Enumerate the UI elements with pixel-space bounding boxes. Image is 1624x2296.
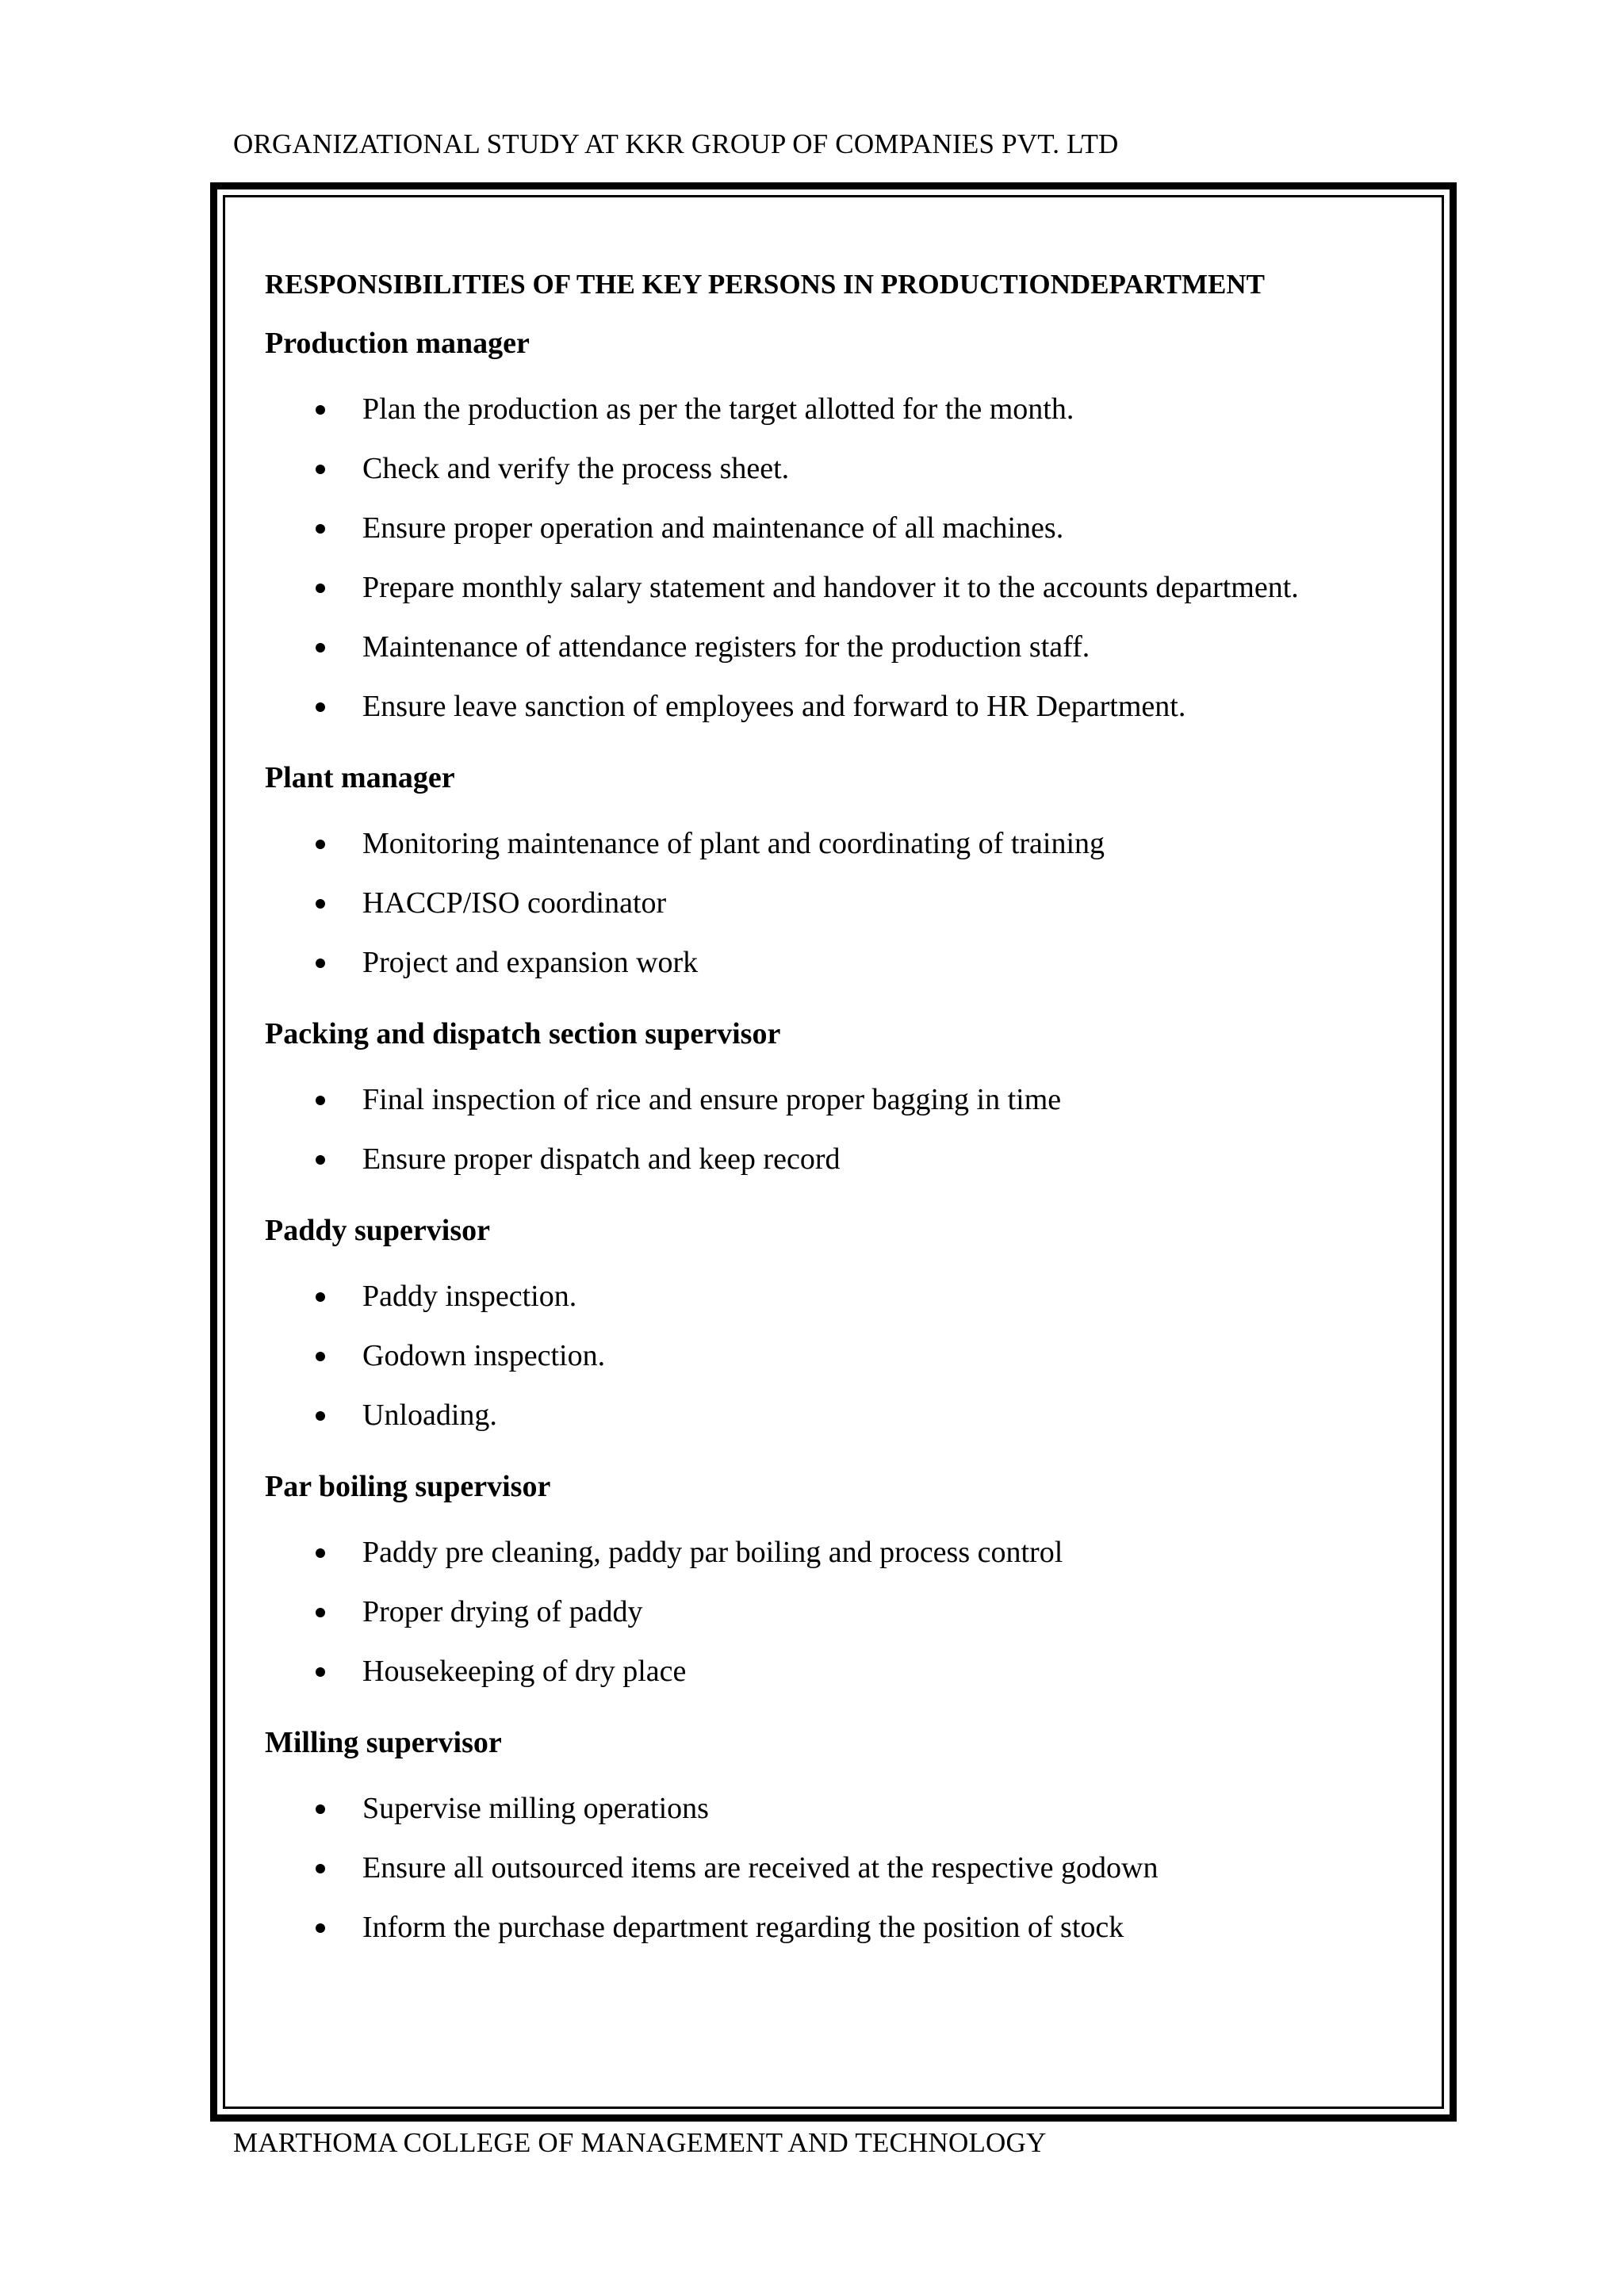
bullet-icon [316,1608,325,1617]
list-item-text: Prepare monthly salary statement and handover it to the accounts department. [362,571,1299,604]
list-item [265,1386,1418,1445]
list-item [265,933,1418,993]
bullet-list-paddy-supervisor [265,1267,1418,1445]
bullet-icon [316,465,325,474]
page-border-frame [210,182,1457,2122]
list-item-text: Ensure proper operation and maintenance of all machines. [362,511,1064,545]
bullet-list-plant-manager [265,814,1418,993]
list-item [265,1839,1418,1898]
bullet-icon [316,702,325,712]
list-item-text: Check and verify the process sheet. [362,452,790,485]
bullet-icon [316,840,325,849]
list-item [265,874,1418,933]
list-item-text: Plan the production as per the target allotted for the month. [362,392,1074,426]
bullet-icon [316,1096,325,1105]
list-item-text: Supervise milling operations [362,1792,709,1825]
section-heading-packing-dispatch-supervisor: Packing and dispatch section supervisor [265,1017,781,1050]
list-item-text: HACCP/ISO coordinator [362,886,667,920]
list-item [265,558,1418,618]
document-title: RESPONSIBILITIES OF THE KEY PERSONS IN PRODUCTIONDEPARTMENT [265,269,1265,300]
section-heading-par-boiling-supervisor: Par boiling supervisor [265,1470,551,1503]
section-heading-plant-manager: Plant manager [265,761,455,794]
list-item [265,618,1418,677]
list-item [265,677,1418,737]
list-item [265,1070,1418,1130]
list-item [265,499,1418,558]
list-item-text: Maintenance of attendance registers for the production staff. [362,630,1090,664]
list-item-text: Inform the purchase department regarding the position of stock [362,1911,1124,1944]
list-item [265,1582,1418,1642]
list-item-text: Ensure proper dispatch and keep record [362,1142,841,1176]
list-item [265,1130,1418,1189]
bullet-icon [316,1292,325,1302]
list-item [265,380,1418,439]
list-item-text: Paddy pre cleaning, paddy par boiling and process control [362,1536,1063,1569]
bullet-icon [316,405,325,415]
bullet-icon [316,1864,325,1873]
bullet-icon [316,899,325,909]
list-item [265,1642,1418,1701]
list-item-text: Housekeeping of dry place [362,1655,687,1688]
running-footer: MARTHOMA COLLEGE OF MANAGEMENT AND TECHNOLOGY [233,2127,1047,2158]
bullet-icon [316,1923,325,1933]
bullet-icon [316,643,325,652]
list-item-text: Ensure all outsourced items are received at the respective godown [362,1851,1159,1885]
bullet-icon [316,1155,325,1165]
list-item [265,439,1418,499]
bullet-icon [316,1804,325,1814]
list-item-text: Unloading. [362,1399,497,1432]
bullet-list-milling-supervisor [265,1779,1418,1957]
list-item-text: Paddy inspection. [362,1280,577,1313]
list-item [265,1779,1418,1839]
list-item-text: Project and expansion work [362,946,699,979]
bullet-list-par-boiling-supervisor [265,1523,1418,1701]
list-item [265,1898,1418,1957]
bullet-icon [316,1667,325,1677]
bullet-icon [316,524,325,534]
list-item-text: Proper drying of paddy [362,1595,643,1628]
section-heading-production-manager: Production manager [265,327,530,360]
bullet-icon [316,959,325,968]
list-item [265,1523,1418,1582]
bullet-list-packing-dispatch-supervisor [265,1070,1418,1189]
section-heading-paddy-supervisor: Paddy supervisor [265,1214,490,1247]
running-header: ORGANIZATIONAL STUDY AT KKR GROUP OF COMPANIES PVT. LTD [233,128,1119,159]
bullet-list-production-manager [265,380,1418,737]
list-item-text: Monitoring maintenance of plant and coordinating of training [362,827,1105,860]
page-content [265,269,1418,1981]
list-item-text: Ensure leave sanction of employees and forward to HR Department. [362,690,1186,723]
bullet-icon [316,1411,325,1421]
section-heading-milling-supervisor: Milling supervisor [265,1726,502,1759]
bullet-icon [316,1352,325,1361]
list-item [265,1267,1418,1326]
list-item-text: Final inspection of rice and ensure proper bagging in time [362,1083,1062,1116]
bullet-icon [316,1548,325,1558]
list-item [265,814,1418,874]
list-item-text: Godown inspection. [362,1339,606,1372]
bullet-icon [316,584,325,593]
list-item [265,1326,1418,1386]
